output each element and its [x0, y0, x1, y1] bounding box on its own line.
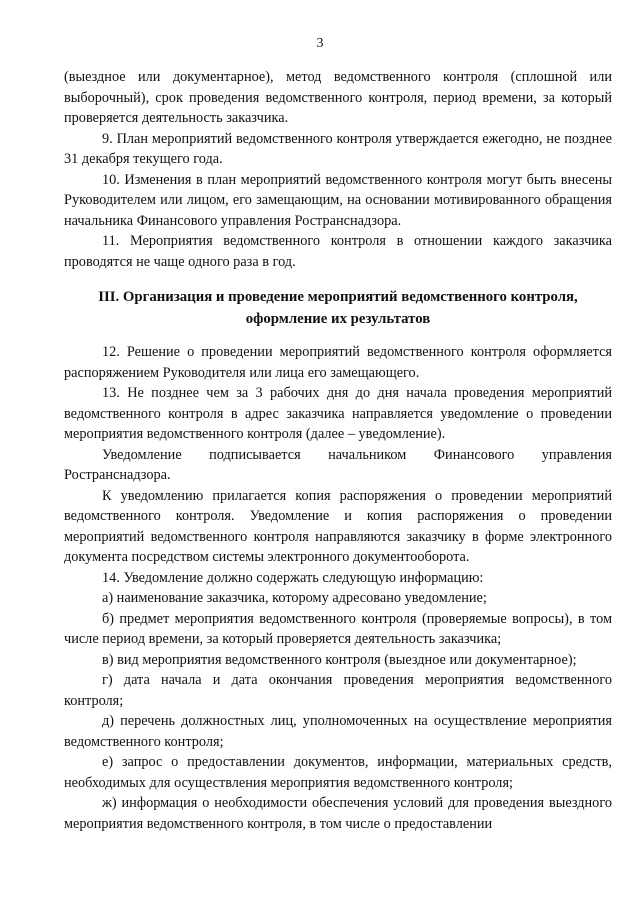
paragraph: К уведомлению прилагается копия распоряжения о проведении мероприятий ведомственного контроля. Уведомление и копия распоряжения о проведении мероприятий ведомственного контроля направляются заказчику в форме электронного документа посредством системы электронного документооборота. [64, 487, 612, 565]
list-item: ж) информация о необходимости обеспечения условий для проведения выездного мероприятия ведомственного контроля, в том числе о предоставлении [64, 795, 612, 832]
list-item: в) вид мероприятия ведомственного контроля (выездное или документарное); [102, 651, 577, 668]
paragraph: 12. Решение о проведении мероприятий ведомственного контроля оформляется распоряжением Руководителя или лица его замещающего. [64, 344, 612, 381]
section-heading [64, 286, 612, 330]
paragraph: Уведомление подписывается начальником Финансового управления Ространснадзора. [64, 446, 612, 483]
paragraph: 11. Мероприятия ведомственного контроля в отношении каждого заказчика проводятся не чаще одного раза в год. [64, 233, 612, 270]
paragraph: 14. Уведомление должно содержать следующую информацию: [102, 569, 484, 586]
list-item: б) предмет мероприятия ведомственного контроля (проверяемые вопросы), в том числе период времени, за который проверяется деятельность заказчика; [64, 610, 612, 647]
section-heading-line: III. Организация и проведение мероприятий ведомственного контроля, [98, 289, 578, 305]
paragraph: 9. План мероприятий ведомственного контроля утверждается ежегодно, не позднее 31 декабря текущего года. [64, 130, 612, 167]
paragraph: (выездное или документарное), метод ведомственного контроля (сплошной или выборочный), срок проведения ведомственного контроля, период времени, за который проверяется деятельность заказчика. [64, 69, 612, 126]
page-number: 3 [316, 36, 324, 51]
paragraph: 10. Изменения в план мероприятий ведомственного контроля могут быть внесены Руководителем или лицом, его замещающим, на основании мотивированного обращения начальника Финансового управления Ространснадзора. [64, 171, 612, 229]
list-item: д) перечень должностных лиц, уполномоченных на осуществление мероприятия ведомственного контроля; [64, 713, 612, 750]
document-body [64, 67, 612, 834]
section-heading-line: оформление их результатов [245, 311, 431, 327]
paragraph: 13. Не позднее чем за 3 рабочих дня до дня начала проведения мероприятий ведомственного контроля в адрес заказчика направляется уведомление о проведении мероприятия ведомственного контроля (далее – уведомление). [64, 385, 612, 442]
list-item: е) запрос о предоставлении документов, информации, материальных средств, необходимых для осуществления мероприятия ведомственного контроля; [64, 754, 612, 791]
list-item: г) дата начала и дата окончания проведения мероприятия ведомственного контроля; [64, 672, 612, 709]
list-item: а) наименование заказчика, которому адресовано уведомление; [102, 590, 487, 606]
